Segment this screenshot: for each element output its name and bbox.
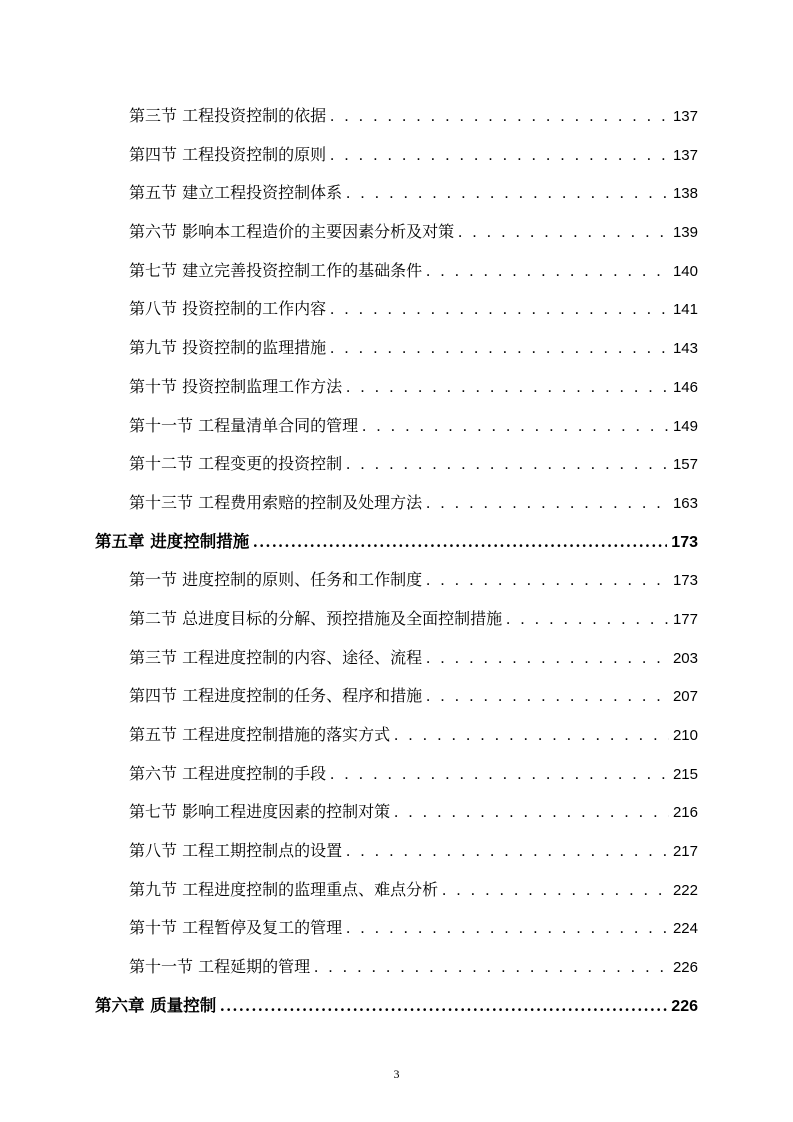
toc-entry-label — [129, 407, 358, 446]
toc-dot-leader — [426, 678, 669, 717]
toc-entry-title: 进度控制措施 — [150, 531, 250, 551]
toc-entry-page: 217 — [672, 843, 698, 861]
toc-dot-leader — [362, 408, 669, 447]
toc-dot-leader — [330, 137, 669, 176]
toc-entry-page: 177 — [672, 610, 698, 628]
toc-entry-label — [129, 213, 454, 252]
toc-entry-page: 215 — [672, 765, 698, 783]
toc-entry-page: 173 — [672, 572, 698, 590]
toc-entry-number: 第七节 — [129, 260, 178, 280]
toc-entry-title: 工程费用索赔的控制及处理方法 — [198, 492, 423, 512]
toc-entry-page: 207 — [672, 688, 698, 706]
toc-section-entry[interactable] — [0, 174, 793, 213]
toc-entry-title: 工程延期的管理 — [198, 957, 311, 977]
toc-entry-number: 第三节 — [129, 647, 178, 667]
toc-entry-label — [129, 755, 326, 794]
toc-entry-title: 工程投资控制的原则 — [182, 144, 327, 164]
toc-entry-title: 工程进度控制的手段 — [182, 763, 327, 783]
toc-section-entry[interactable] — [0, 793, 793, 832]
toc-entry-number: 第二节 — [129, 608, 178, 628]
toc-dot-leader — [346, 369, 669, 408]
toc-section-entry[interactable] — [0, 948, 793, 987]
toc-dot-leader — [394, 717, 669, 756]
toc-entry-label — [95, 523, 249, 562]
toc-entry-label — [129, 600, 502, 639]
toc-dot-leader — [426, 562, 669, 601]
toc-entry-number: 第七节 — [129, 802, 178, 822]
toc-entry-label — [129, 252, 422, 291]
toc-entry-number: 第六节 — [129, 222, 178, 242]
toc-entry-label — [129, 909, 342, 948]
toc-dot-leader — [346, 446, 669, 485]
toc-entry-number: 第四节 — [129, 144, 178, 164]
toc-entry-page: 222 — [672, 881, 698, 899]
toc-dot-leader — [314, 949, 669, 988]
toc-entry-title: 工程投资控制的依据 — [182, 106, 327, 125]
toc-entry-number: 第十一节 — [129, 957, 194, 977]
toc-entry-title: 工程进度控制的内容、途径、流程 — [182, 647, 423, 667]
toc-entry-title: 工程进度控制措施的落实方式 — [182, 725, 391, 744]
page-number: 3 — [393, 1067, 400, 1081]
toc-entry-page: 140 — [672, 262, 698, 280]
toc-section-entry[interactable] — [0, 97, 793, 136]
toc-entry-number: 第六节 — [129, 763, 178, 783]
toc-entry-label — [129, 484, 422, 523]
toc-dot-leader — [506, 601, 669, 640]
toc-entry-number: 第五节 — [129, 725, 178, 744]
toc-entry-number: 第八节 — [129, 299, 178, 319]
toc-entry-page: 138 — [672, 185, 698, 203]
toc-entry-page: 163 — [672, 494, 698, 512]
toc-entry-title: 投资控制的工作内容 — [182, 299, 327, 319]
toc-entry-page: 141 — [672, 301, 698, 319]
toc-section-entry[interactable] — [0, 909, 793, 948]
toc-entry-number: 第一节 — [129, 570, 178, 590]
toc-entry-page: 157 — [672, 456, 698, 474]
toc-section-entry[interactable] — [0, 368, 793, 407]
toc-section-entry[interactable] — [0, 871, 793, 910]
toc-entry-number: 第五章 — [95, 531, 145, 551]
toc-entry-label — [129, 97, 326, 136]
toc-entry-label — [129, 561, 422, 600]
toc-dot-leader — [330, 330, 669, 369]
toc-dot-leader — [394, 794, 669, 833]
toc-dot-leader — [346, 175, 669, 214]
toc-entry-label — [129, 832, 342, 871]
toc-dot-leader — [346, 833, 669, 872]
toc-entry-page: 224 — [672, 920, 698, 938]
toc-section-entry[interactable] — [0, 290, 793, 329]
toc-entry-label — [129, 445, 342, 484]
toc-entry-number: 第十节 — [129, 918, 178, 938]
table-of-contents — [0, 97, 793, 1026]
toc-dot-leader — [330, 756, 669, 795]
toc-entry-page: 149 — [672, 417, 698, 435]
toc-dot-leader — [220, 987, 667, 1026]
toc-entry-number: 第三节 — [129, 106, 178, 125]
toc-entry-number: 第十节 — [129, 376, 178, 396]
toc-entry-title: 影响本工程造价的主要因素分析及对策 — [182, 222, 455, 242]
toc-entry-title: 投资控制的监理措施 — [182, 338, 327, 358]
toc-dot-leader — [330, 98, 669, 137]
toc-dot-leader — [346, 910, 669, 949]
toc-section-entry[interactable] — [0, 329, 793, 368]
toc-entry-label — [129, 174, 342, 213]
toc-dot-leader — [330, 291, 669, 330]
toc-section-entry[interactable] — [0, 716, 793, 755]
toc-entry-label — [95, 987, 216, 1026]
toc-entry-label — [129, 793, 390, 832]
toc-entry-title: 工程进度控制的任务、程序和措施 — [182, 686, 423, 706]
toc-section-entry[interactable] — [0, 136, 793, 175]
toc-entry-number: 第十二节 — [129, 454, 194, 474]
toc-section-entry[interactable] — [0, 213, 793, 252]
toc-entry-title: 工程量清单合同的管理 — [198, 415, 359, 435]
toc-entry-number: 第八节 — [129, 841, 178, 861]
toc-entry-number: 第六章 — [95, 995, 145, 1015]
toc-entry-title: 工程工期控制点的设置 — [182, 841, 343, 861]
toc-entry-label — [129, 136, 326, 175]
toc-section-entry[interactable] — [0, 561, 793, 600]
toc-section-entry[interactable] — [0, 677, 793, 716]
toc-entry-title: 工程暂停及复工的管理 — [182, 918, 343, 938]
toc-entry-page: 146 — [672, 378, 698, 396]
toc-entry-label — [129, 290, 326, 329]
toc-dot-leader — [426, 640, 669, 679]
toc-entry-label — [129, 677, 422, 716]
toc-entry-title: 投资控制监理工作方法 — [182, 376, 343, 396]
toc-entry-page: 137 — [672, 146, 698, 164]
toc-entry-label — [129, 639, 422, 678]
toc-entry-label — [129, 948, 310, 987]
toc-entry-page: 143 — [672, 340, 698, 358]
toc-entry-number: 第四节 — [129, 686, 178, 706]
toc-entry-label — [129, 329, 326, 368]
toc-section-entry[interactable] — [0, 252, 793, 291]
toc-entry-number: 第九节 — [129, 879, 178, 899]
toc-entry-title: 影响工程进度因素的控制对策 — [182, 802, 391, 822]
toc-entry-title: 进度控制的原则、任务和工作制度 — [182, 570, 423, 590]
toc-entry-page: 203 — [672, 649, 698, 667]
toc-section-entry[interactable] — [0, 484, 793, 523]
toc-entry-title: 总进度目标的分解、预控措施及全面控制措施 — [182, 608, 503, 628]
toc-entry-page: 226 — [671, 997, 698, 1015]
toc-entry-number: 第十三节 — [129, 492, 194, 512]
toc-section-entry[interactable] — [0, 407, 793, 446]
toc-section-entry[interactable] — [0, 445, 793, 484]
toc-entry-page: 210 — [672, 727, 698, 744]
toc-entry-number: 第十一节 — [129, 415, 194, 435]
toc-entry-number: 第九节 — [129, 338, 178, 358]
toc-chapter-entry[interactable] — [0, 987, 793, 1026]
toc-chapter-entry[interactable] — [0, 523, 793, 562]
toc-dot-leader — [253, 523, 667, 562]
toc-section-entry[interactable] — [0, 600, 793, 639]
toc-dot-leader — [426, 485, 669, 524]
toc-entry-number: 第五节 — [129, 183, 178, 203]
toc-dot-leader — [458, 214, 669, 253]
toc-entry-title: 质量控制 — [150, 995, 217, 1015]
toc-section-entry[interactable] — [0, 832, 793, 871]
toc-entry-title: 建立工程投资控制体系 — [182, 183, 343, 203]
toc-dot-leader — [426, 253, 669, 292]
toc-entry-label — [129, 368, 342, 407]
toc-entry-page: 216 — [672, 804, 698, 822]
toc-entry-label — [129, 716, 390, 755]
toc-entry-page: 137 — [672, 108, 698, 125]
toc-section-entry[interactable] — [0, 755, 793, 794]
toc-entry-title: 工程进度控制的监理重点、难点分析 — [182, 879, 439, 899]
toc-entry-page: 173 — [671, 533, 698, 551]
toc-entry-label — [129, 871, 438, 910]
toc-section-entry[interactable] — [0, 639, 793, 678]
toc-dot-leader — [442, 872, 669, 911]
toc-entry-title: 工程变更的投资控制 — [198, 454, 343, 474]
toc-entry-page: 226 — [672, 959, 698, 977]
toc-entry-title: 建立完善投资控制工作的基础条件 — [182, 260, 423, 280]
toc-entry-page: 139 — [672, 224, 698, 242]
